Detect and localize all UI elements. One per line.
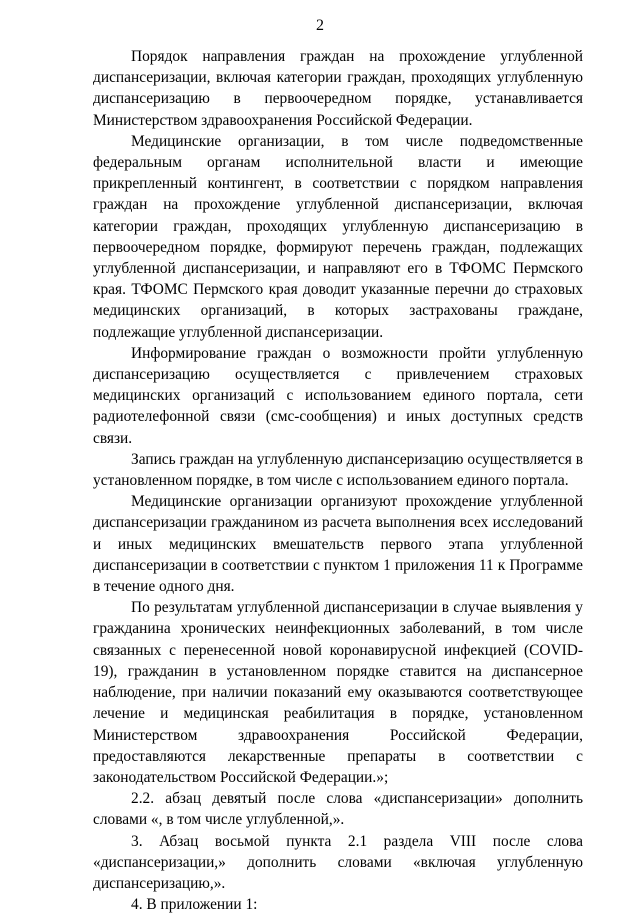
page-number: 2 xyxy=(316,17,324,34)
paragraph-medical-organizations-list: Медицинские организации, в том числе подведомственные федеральным органам исполнительной власти и имеющие прикрепленный контингент, в соответствии с порядком направления граждан на прохождение углубленной диспансеризации, включая категории граждан, проходящих углубленную диспансеризацию в первоочередном порядке, формируют перечень граждан, подлежащих углубленной диспансеризации, и направляют его в ТФОМС Пермского края. ТФОМС Пермского края доводит указанные перечни до страховых медицинских организаций, в которых застрахованы граждане, подлежащие углубленной диспансеризации. xyxy=(93,132,583,341)
paragraph-one-day-checkup: Медицинские организации организуют прохождение углубленной диспансеризации гражданином из расчета выполнения всех исследований и иных медицинских вмешательств первого этапа углубленной диспансеризации в соответствии с пунктом 1 приложения 11 к Программе в течение одного дня. xyxy=(93,493,583,596)
paragraph-amendment-4: 4. В приложении 1: xyxy=(131,896,258,914)
paragraph-amendment-3: 3. Абзац восьмой пункта 2.1 раздела VIII после слова «диспансеризации,» дополнить словами «включая углубленную диспансеризацию,». xyxy=(93,832,583,892)
document-body xyxy=(93,46,583,915)
paragraph-deep-checkup-procedure: Порядок направления граждан на прохождение углубленной диспансеризации, включая категории граждан, проходящих углубленную диспансеризацию в первоочередном порядке, устанавливается Министерством здравоохранения Российской Федерации. xyxy=(93,48,583,129)
paragraph-amendment-2-2: 2.2. абзац девятый после слова «диспансеризации» дополнить словами «, в том числе углубленной,». xyxy=(93,790,583,829)
paragraph-citizen-informing: Информирование граждан о возможности пройти углубленную диспансеризацию осуществляется с привлечением страховых медицинских организаций с использованием единого портала, сети радиотелефонной связи (смс-сообщения) и иных доступных средств связи. xyxy=(93,344,583,447)
paragraph-checkup-results: По результатам углубленной диспансеризации в случае выявления у гражданина хронических неинфекционных заболеваний, в том числе связанных с перенесенной новой коронавирусной инфекцией (COVID-19), гражданин в установленном порядке ставится на диспансерное наблюдение, при наличии показаний ему оказываются соответствующее лечение и медицинская реабилитация в порядке, установленном Министерством здравоохранения Российской Федерации, предоставляются лекарственные препараты в соответствии с законодательством Российской Федерации.»; xyxy=(93,599,583,786)
paragraph-registration: Запись граждан на углубленную диспансеризацию осуществляется в установленном порядке, в том числе с использованием единого портала. xyxy=(93,450,583,490)
